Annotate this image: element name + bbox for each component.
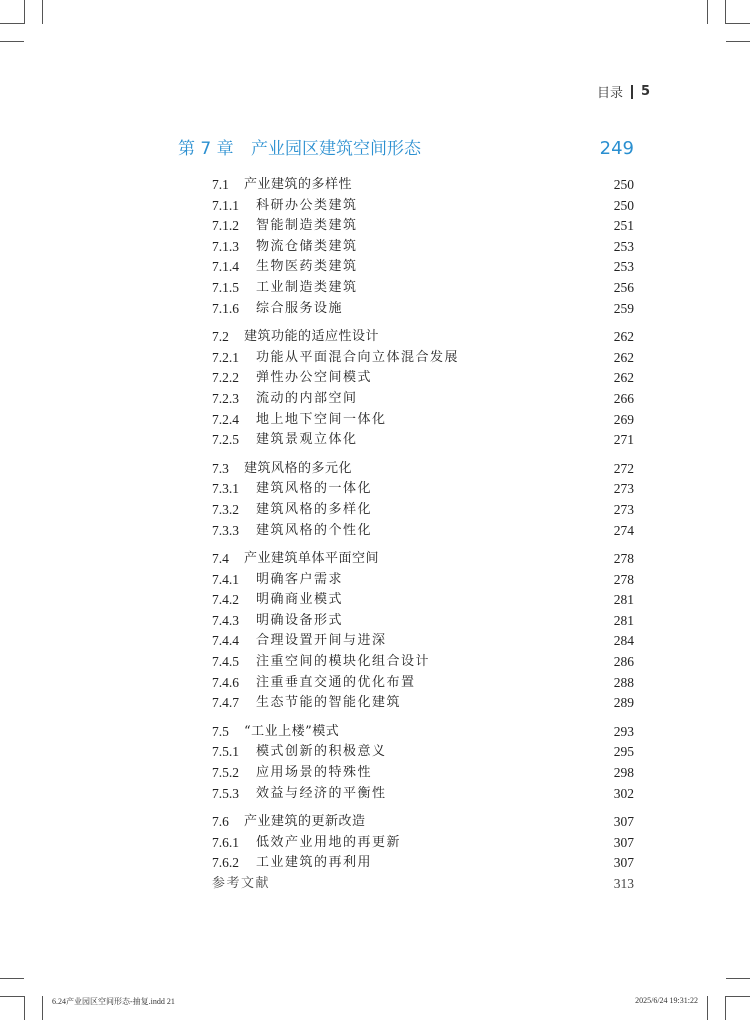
entry-title: 建筑风格的个性化: [256, 522, 373, 538]
entry-title: 产业建筑的多样性: [244, 177, 353, 192]
entry-page: 253: [613, 238, 634, 254]
entry-title: 低效产业用地的再更新: [256, 834, 402, 850]
toc-entry[interactable]: [212, 216, 634, 237]
entry-title: 生物医药类建筑: [256, 259, 358, 275]
entry-number: 7.6.1: [212, 834, 239, 850]
crop-mark: [725, 0, 726, 24]
entry-number: 7.4.5: [212, 654, 239, 670]
chapter-page: 249: [599, 138, 634, 159]
crop-mark: [0, 978, 24, 979]
entry-title: 生态节能的智能化建筑: [256, 695, 402, 711]
entry-title: 注重空间的模块化组合设计: [256, 654, 431, 670]
toc-entry[interactable]: [212, 368, 634, 389]
entry-number: 7.4.2: [212, 592, 239, 608]
toc-entry[interactable]: [212, 257, 634, 278]
crop-mark: [707, 0, 708, 24]
toc-entry[interactable]: [212, 693, 634, 714]
toc-entry[interactable]: [212, 631, 634, 652]
entry-number: 7.4.4: [212, 633, 239, 649]
crop-mark: [726, 23, 750, 24]
entry-title: 合理设置开间与进深: [256, 633, 387, 649]
entry-number: 7.6: [212, 814, 229, 830]
crop-mark: [0, 41, 24, 42]
entry-page: 281: [613, 612, 634, 628]
entry-number: 7.6.2: [212, 855, 239, 871]
toc-references[interactable]: [212, 874, 634, 895]
crop-mark: [42, 996, 43, 1020]
entry-title: 流动的内部空间: [256, 390, 358, 406]
running-header: [597, 82, 650, 101]
crop-mark: [0, 23, 24, 24]
crop-mark: [24, 996, 25, 1020]
entry-page: 288: [613, 674, 634, 690]
crop-mark: [707, 996, 708, 1020]
toc-entry[interactable]: [212, 237, 634, 258]
toc-section: [212, 549, 634, 714]
toc-entry[interactable]: [212, 521, 634, 542]
entry-title: 建筑风格的多元化: [244, 460, 353, 476]
entry-title: 模式创新的积极意义: [256, 744, 387, 760]
header-divider: [631, 85, 633, 99]
entry-page: 271: [613, 432, 634, 448]
crop-mark: [42, 0, 43, 24]
entry-title: 建筑风格的多样化: [256, 501, 373, 517]
entry-title: 明确设备形式: [256, 612, 344, 628]
crop-mark: [725, 996, 726, 1020]
entry-page: 278: [613, 571, 634, 587]
entry-number: 7.2.5: [212, 432, 239, 448]
entry-page: 278: [613, 551, 634, 567]
references-page: 313: [613, 876, 634, 891]
toc-section: [212, 722, 634, 804]
chapter-number: 第 7 章: [178, 139, 234, 159]
entry-number: 7.1.1: [212, 197, 239, 213]
entry-number: 7.1: [212, 177, 229, 192]
entry-number: 7.2.1: [212, 349, 239, 365]
entry-title: 科研办公类建筑: [256, 197, 358, 213]
entry-page: 251: [613, 218, 634, 234]
footer-timestamp: 2025/6/24 19:31:22: [635, 996, 698, 1005]
entry-number: 7.3.3: [212, 522, 239, 538]
entry-title: “工业上楼”模式: [244, 723, 340, 739]
entry-title: 明确客户需求: [256, 571, 344, 587]
toc-section: [212, 175, 634, 319]
entry-page: 273: [613, 501, 634, 517]
toc-section: [212, 459, 634, 541]
entry-number: 7.4.3: [212, 612, 239, 628]
entry-number: 7.3: [212, 460, 229, 476]
entry-page: 256: [613, 279, 634, 295]
header-label: 目录: [596, 86, 623, 101]
entry-title: 功能从平面混合向立体混合发展: [256, 349, 460, 365]
entry-title: 地上地下空间一体化: [256, 411, 387, 427]
entry-page: 302: [613, 785, 634, 801]
chapter-heading[interactable]: [178, 134, 634, 159]
entry-page: 307: [613, 834, 634, 850]
chapter-title: 产业园区建筑空间形态: [251, 139, 422, 159]
entry-number: 7.2.3: [212, 390, 239, 406]
toc-section-heading[interactable]: [212, 175, 634, 196]
toc-section-heading[interactable]: [212, 459, 634, 480]
entry-page: 262: [613, 329, 634, 345]
entry-page: 259: [613, 300, 634, 316]
entry-page: 289: [613, 695, 634, 711]
entry-page: 274: [613, 522, 634, 538]
entry-title: 工业建筑的再利用: [256, 855, 373, 871]
entry-title: 建筑功能的适应性设计: [244, 329, 380, 345]
entry-number: 7.4.1: [212, 571, 239, 587]
toc-entry[interactable]: [212, 853, 634, 874]
toc-entry[interactable]: [212, 652, 634, 673]
entry-number: 7.5.1: [212, 744, 239, 760]
toc-entry[interactable]: [212, 348, 634, 369]
toc-entry[interactable]: [212, 389, 634, 410]
entry-title: 产业建筑的更新改造: [244, 814, 366, 830]
toc-entry[interactable]: [212, 196, 634, 217]
entry-title: 应用场景的特殊性: [256, 765, 373, 781]
entry-number: 7.1.6: [212, 300, 239, 316]
entry-number: 7.2.2: [212, 370, 239, 386]
toc-entry[interactable]: [212, 479, 634, 500]
entry-page: 307: [613, 855, 634, 871]
entry-title: 建筑景观立体化: [256, 432, 358, 448]
entry-page: 293: [613, 723, 634, 739]
entry-number: 7.1.3: [212, 238, 239, 254]
toc-entry[interactable]: [212, 430, 634, 451]
entry-title: 弹性办公空间模式: [256, 370, 373, 386]
toc-entry[interactable]: [212, 673, 634, 694]
entry-number: 7.3.2: [212, 501, 239, 517]
entry-page: 250: [613, 177, 634, 192]
entry-number: 7.1.4: [212, 259, 239, 275]
toc-entry[interactable]: [212, 570, 634, 591]
crop-mark: [726, 41, 750, 42]
entry-page: 307: [613, 814, 634, 830]
entry-page: 295: [613, 744, 634, 760]
toc-entry[interactable]: [212, 763, 634, 784]
entry-page: 298: [613, 765, 634, 781]
entry-title: 工业制造类建筑: [256, 279, 358, 295]
entry-title: 智能制造类建筑: [256, 218, 358, 234]
entry-page: 250: [613, 197, 634, 213]
entry-number: 7.5: [212, 723, 229, 739]
entry-page: 284: [613, 633, 634, 649]
entry-page: 262: [613, 349, 634, 365]
toc-entry[interactable]: [212, 833, 634, 854]
entry-title: 效益与经济的平衡性: [256, 785, 387, 801]
entry-page: 262: [613, 370, 634, 386]
toc-section-heading[interactable]: [212, 722, 634, 743]
toc-entry[interactable]: [212, 299, 634, 320]
entry-title: 产业建筑单体平面空间: [244, 551, 380, 567]
toc-section: [212, 812, 634, 894]
toc-section: [212, 327, 634, 451]
toc-entry[interactable]: [212, 500, 634, 521]
entry-number: 7.3.1: [212, 481, 239, 497]
entry-page: 266: [613, 390, 634, 406]
entry-number: 7.5.3: [212, 785, 239, 801]
crop-mark: [726, 996, 750, 997]
entry-page: 272: [613, 460, 634, 476]
entry-number: 7.4.7: [212, 695, 239, 711]
table-of-contents: [212, 175, 634, 895]
crop-mark: [726, 978, 750, 979]
entry-number: 7.1.5: [212, 279, 239, 295]
entry-page: 281: [613, 592, 634, 608]
toc-section-heading[interactable]: [212, 549, 634, 570]
toc-entry[interactable]: [212, 611, 634, 632]
entry-page: 269: [613, 411, 634, 427]
toc-entry[interactable]: [212, 278, 634, 299]
entry-title: 综合服务设施: [256, 300, 344, 316]
crop-mark: [24, 0, 25, 24]
toc-entry[interactable]: [212, 742, 634, 763]
toc-section-heading[interactable]: [212, 812, 634, 833]
toc-entry[interactable]: [212, 410, 634, 431]
toc-section-heading[interactable]: [212, 327, 634, 348]
entry-title: 建筑风格的一体化: [256, 481, 373, 497]
entry-title: 物流仓储类建筑: [256, 238, 358, 254]
references-title: 参考文献: [212, 876, 271, 891]
footer-file-info: 6.24产业园区空间形态-抽复.indd 21: [52, 997, 175, 1006]
entry-page: 253: [613, 259, 634, 275]
entry-title: 注重垂直交通的优化布置: [256, 674, 416, 690]
entry-number: 7.1.2: [212, 218, 239, 234]
entry-number: 7.5.2: [212, 765, 239, 781]
entry-page: 286: [613, 654, 634, 670]
crop-mark: [0, 996, 24, 997]
page-number: 5: [640, 84, 650, 99]
entry-number: 7.2: [212, 329, 229, 345]
entry-number: 7.2.4: [212, 411, 239, 427]
entry-title: 明确商业模式: [256, 592, 344, 608]
toc-entry[interactable]: [212, 590, 634, 611]
entry-number: 7.4.6: [212, 674, 239, 690]
toc-entry[interactable]: [212, 784, 634, 805]
entry-number: 7.4: [212, 551, 229, 567]
entry-page: 273: [613, 481, 634, 497]
